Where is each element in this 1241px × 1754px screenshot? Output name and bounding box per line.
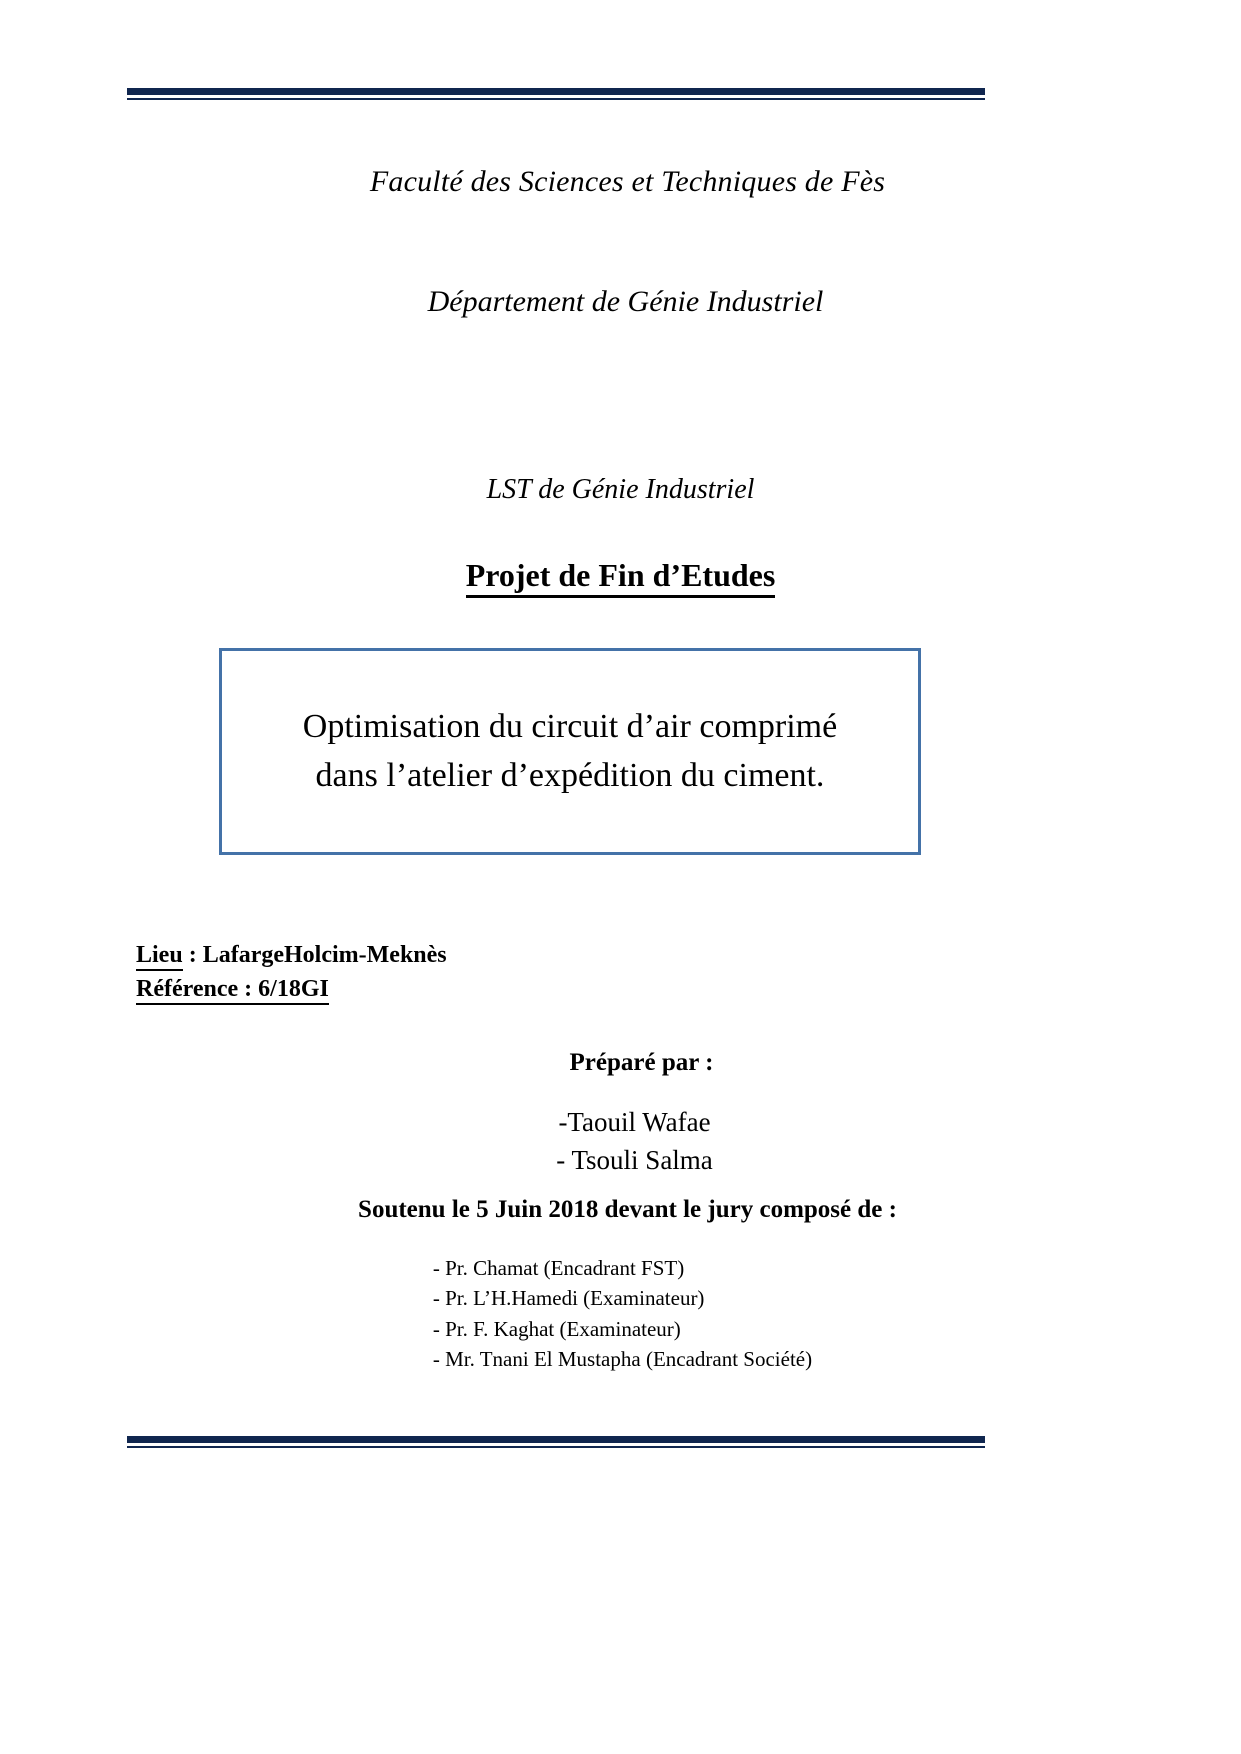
top-rule-thin-line <box>127 98 985 100</box>
bottom-rule-thick-bar <box>127 1436 985 1443</box>
project-metadata <box>136 938 447 1006</box>
faculty-name: Faculté des Sciences et Techniques de Fès <box>369 165 886 198</box>
degree-program: LST de Génie Industriel <box>486 474 755 505</box>
place-separator: : <box>182 942 203 968</box>
reference-line <box>136 972 447 1006</box>
top-rule-thick-bar <box>127 88 985 95</box>
reference-text: Référence : 6/18GI <box>136 976 329 1005</box>
subject-title-line-1: Optimisation du circuit d’air comprimé <box>302 708 838 746</box>
report-type-heading <box>0 557 1241 594</box>
jury-member-item: - Pr. F. Kaghat (Examinateur) <box>432 1316 681 1341</box>
place-label: Lieu <box>136 942 183 971</box>
place-line <box>136 938 447 972</box>
defense-statement: Soutenu le 5 Juin 2018 devant le jury composé de : <box>358 1196 897 1223</box>
author-item: -Taouil Wafae <box>558 1107 711 1137</box>
place-value: LafargeHolcim-Meknès <box>202 942 447 968</box>
top-border-rule <box>127 88 985 100</box>
report-type-heading-text: Projet de Fin d’Etudes <box>466 557 776 598</box>
jury-member-item: - Pr. L’H.Hamedi (Examinateur) <box>432 1286 705 1311</box>
subject-title-line-2: dans l’atelier d’expédition du ciment. <box>315 756 825 794</box>
subject-title-box <box>219 648 921 855</box>
bottom-rule-thin-line <box>127 1446 985 1448</box>
jury-member-item: - Pr. Chamat (Encadrant FST) <box>432 1256 685 1280</box>
bottom-border-rule <box>127 1436 985 1448</box>
jury-member-item: - Mr. Tnani El Mustapha (Encadrant Société) <box>432 1347 813 1372</box>
jury-list <box>0 1253 1241 1375</box>
prepared-by-label: Préparé par : <box>569 1049 714 1076</box>
department-name: Département de Génie Industriel <box>427 285 824 318</box>
author-item: - Tsouli Salma <box>556 1145 713 1176</box>
author-list <box>0 1103 1241 1180</box>
jury-list-inner <box>429 1253 812 1375</box>
